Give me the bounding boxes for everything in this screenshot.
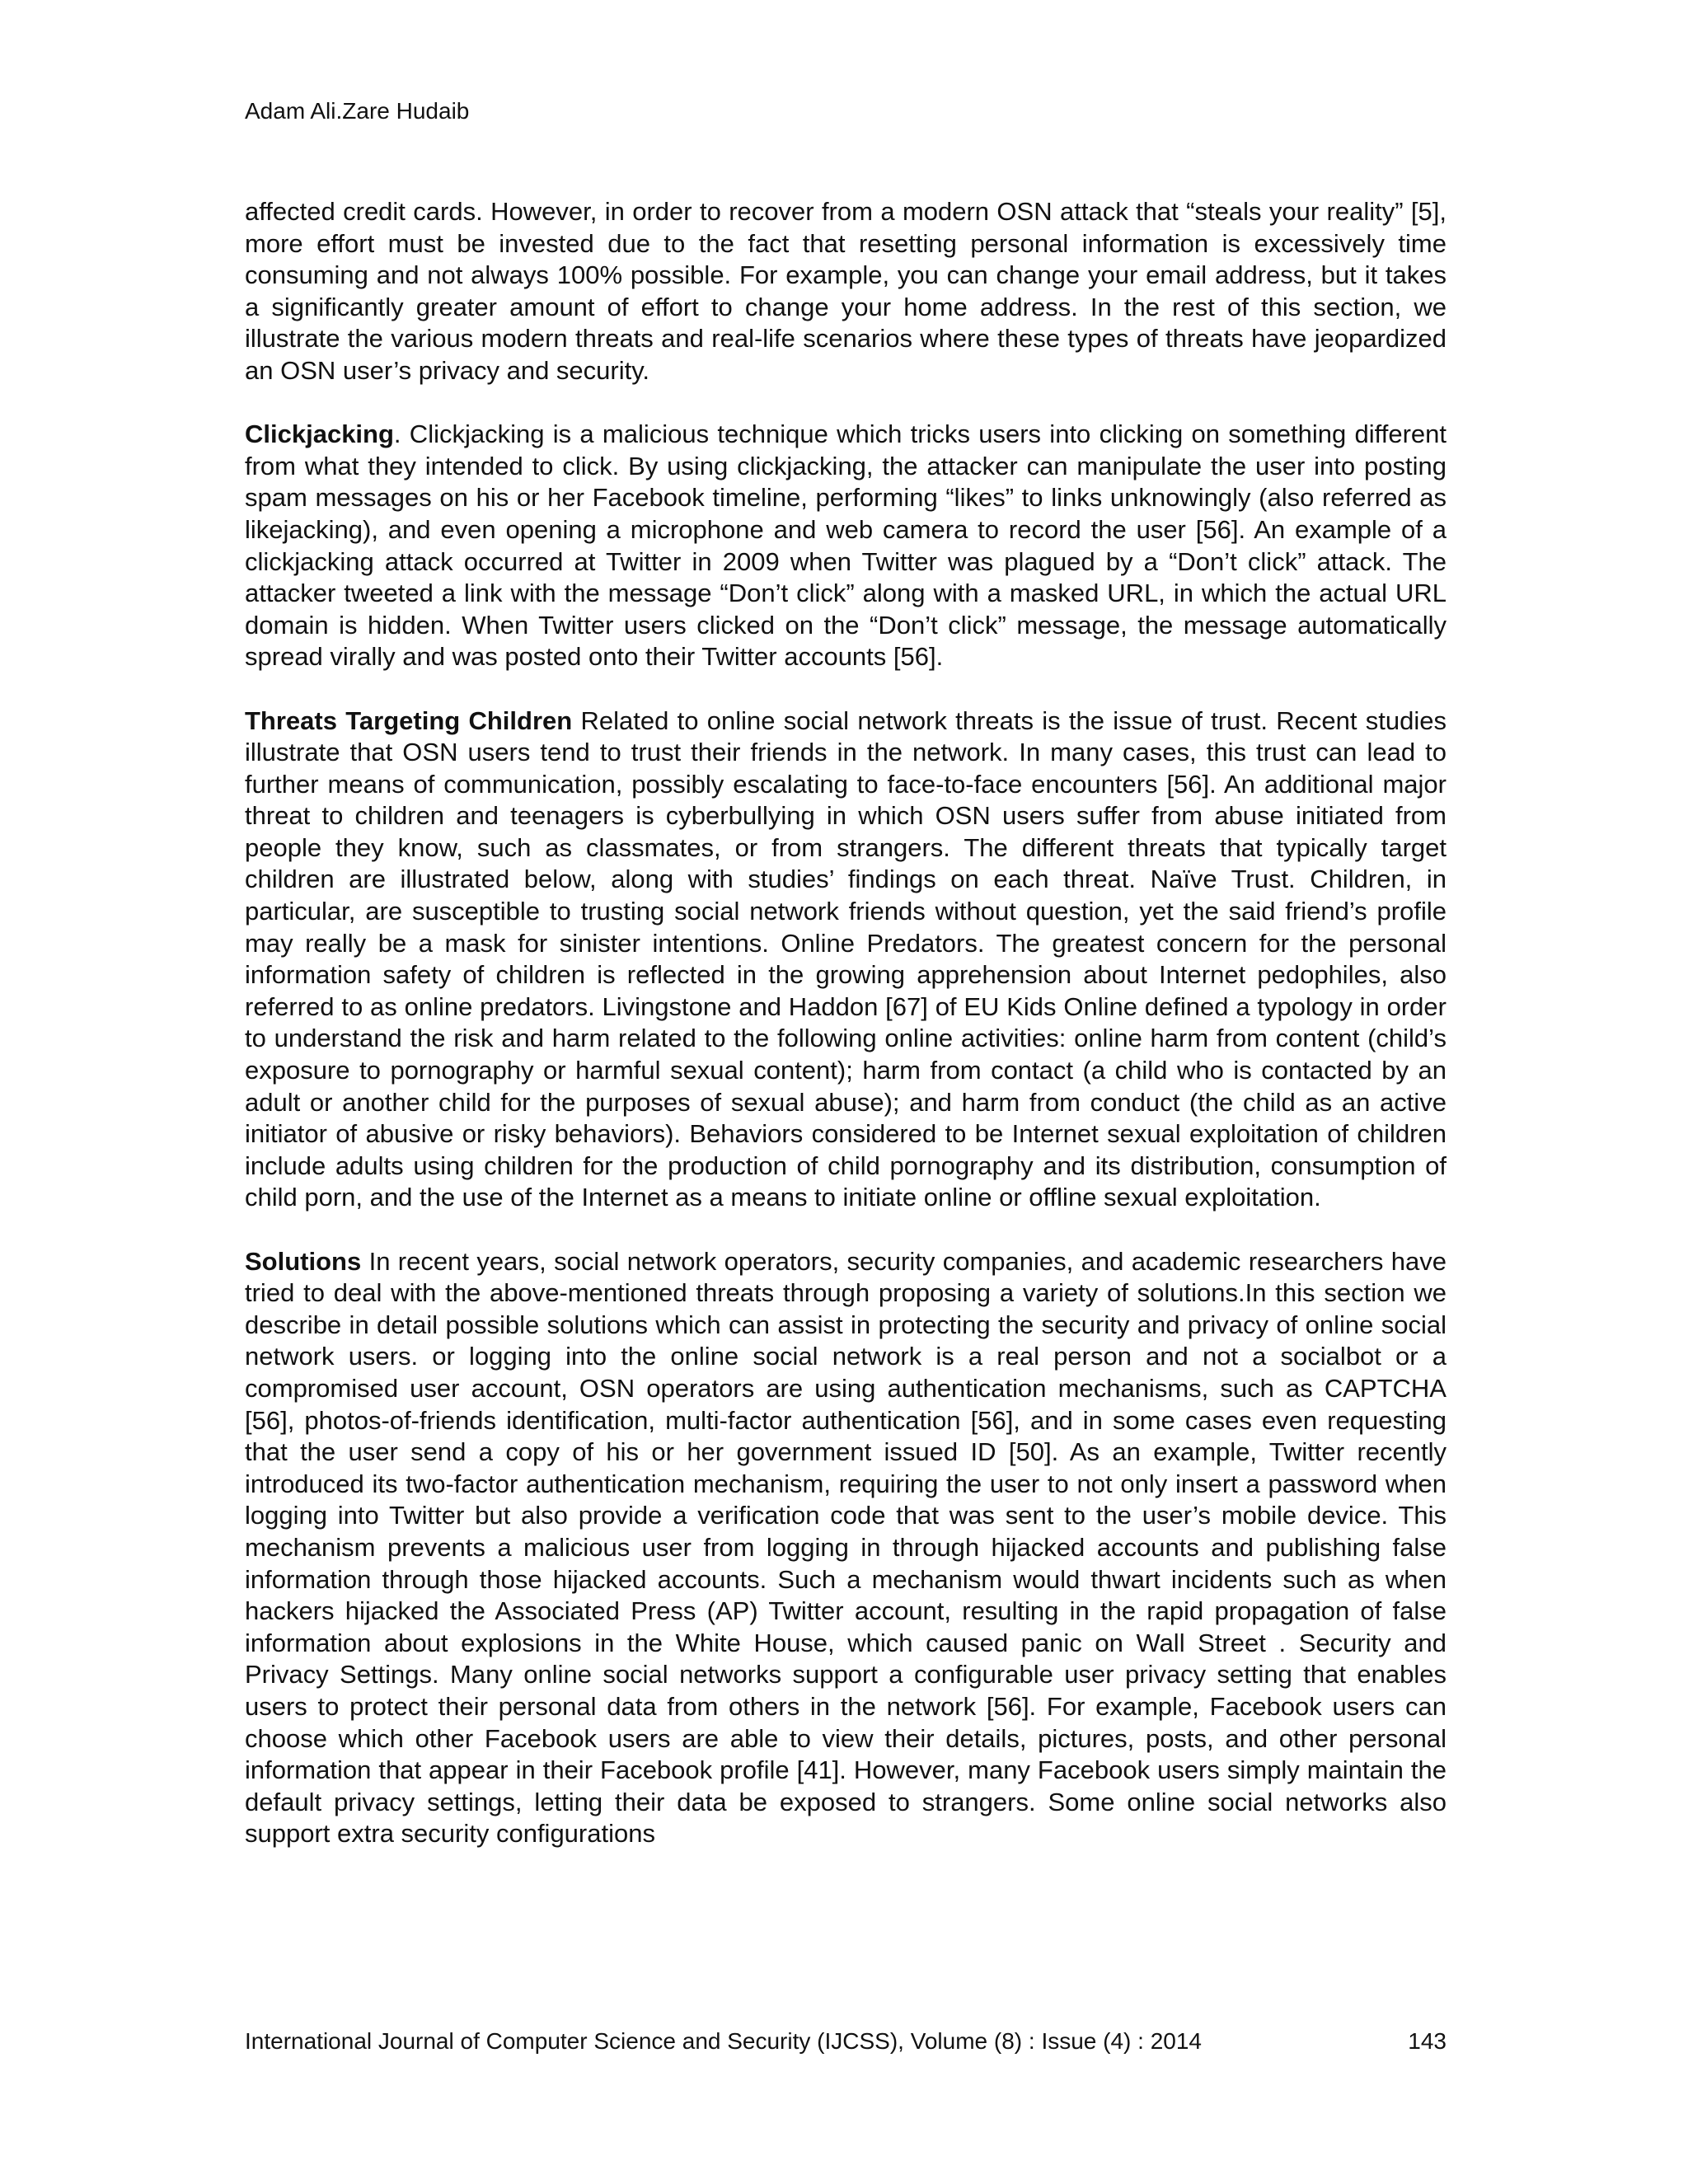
- paragraph-text: In recent years, social network operators, security companies, and academic researchers have tried to deal with the above-mentioned threats through proposing a variety of solutions.In this section we describe in detail possible solutions which can assist in protecting the security and privacy of online social network users. or logging into the online social network is a real person and not a socialbot or a compromised user account, OSN operators are using authentication mechanisms, such as CAPTCHA [56], photos-of-friends identification, multi-factor authentication [56], and in some cases even requesting that the user send a copy of his or her government issued ID [50]. As an example, Twitter recently introduced its two-factor authentication mechanism, requiring the user to not only insert a password when logging into Twitter but also provide a verification code that was sent to the user’s mobile device. This mechanism prevents a malicious user from logging in through hijacked accounts and publishing false information through those hijacked accounts. Such a mechanism would thwart incidents such as when hackers hijacked the Associated Press (AP) Twitter account, resulting in the rapid propagation of false information about explosions in the White House, which caused panic on Wall Street . Security and Privacy Settings. Many online social networks support a configurable user privacy setting that enables users to protect their personal data from others in the network [56]. For example, Facebook users can choose which other Facebook users are able to view their details, pictures, posts, and other personal information that appear in their Facebook profile [41]. However, many Facebook users simply maintain the default privacy settings, letting their data be exposed to strangers. Some online social networks also support extra security configurations: [245, 1246, 1447, 1849]
- paragraph-threats-children: [245, 705, 1447, 1215]
- author-name: Adam Ali.Zare Hudaib: [245, 98, 470, 124]
- paragraph-heading: Threats Targeting Children: [245, 705, 573, 735]
- page-number: 143: [1408, 2028, 1447, 2054]
- journal-citation: International Journal of Computer Science and Security (IJCSS), Volume (8) : Issue (4) : 2014: [245, 2028, 1203, 2054]
- body-text: [245, 196, 1447, 1850]
- paragraph-text: affected credit cards. However, in order to recover from a modern OSN attack that “steals your reality” [5], more effort must be invested due to the fact that resetting personal information is excessively time consuming and not always 100% possible. For example, you can change your email address, but it takes a significantly greater amount of effort to change your home address. In the rest of this section, we illustrate the various modern threats and real-life scenarios where these types of threats have jeopardized an OSN user’s privacy and security.: [245, 197, 1447, 385]
- paragraph-heading: Solutions: [245, 1246, 362, 1276]
- paragraph-text: . Clickjacking is a malicious technique which tricks users into clicking on something different from what they intended to click. By using clickjacking, the attacker can manipulate the user into posting spam messages on his or her Facebook timeline, performing “likes” to links unknowingly (also referred as likejacking), and even opening a microphone and web camera to record the user [56]. An example of a clickjacking attack occurred at Twitter in 2009 when Twitter was plagued by a “Don’t click” attack. The attacker tweeted a link with the message “Don’t click” along with a masked URL, in which the actual URL domain is hidden. When Twitter users clicked on the “Don’t click” message, the message automatically spread virally and was posted onto their Twitter accounts [56].: [245, 419, 1447, 672]
- paragraph-heading: Clickjacking: [245, 419, 394, 449]
- paragraph-intro: [245, 196, 1447, 387]
- paragraph-text: Related to online social network threats is the issue of trust. Recent studies illustrate that OSN users tend to trust their friends in the network. In many cases, this trust can lead to further means of communication, possibly escalating to face-to-face encounters [56]. An additional major threat to children and teenagers is cyberbullying in which OSN users suffer from abuse initiated from people they know, such as classmates, or from strangers. The different threats that typically target children are illustrated below, along with studies’ findings on each threat. Naïve Trust. Children, in particular, are susceptible to trusting social network friends without question, yet the said friend’s profile may really be a mask for sinister intentions. Online Predators. The greatest concern for the personal information safety of children is reflected in the growing apprehension about Internet pedophiles, also referred to as online predators. Livingstone and Haddon [67] of EU Kids Online defined a typology in order to understand the risk and harm related to the following online activities: online harm from content (child’s exposure to pornography or harmful sexual content); harm from contact (a child who is contacted by an adult or another child for the purposes of sexual abuse); and harm from conduct (the child as an active initiator of abusive or risky behaviors). Behaviors considered to be Internet sexual exploitation of children include adults using children for the production of child pornography and its distribution, consumption of child porn, and the use of the Internet as a means to initiate online or offline sexual exploitation.: [245, 705, 1447, 1212]
- running-header: [245, 97, 469, 125]
- paragraph-solutions: [245, 1246, 1447, 1850]
- paragraph-clickjacking: [245, 419, 1447, 673]
